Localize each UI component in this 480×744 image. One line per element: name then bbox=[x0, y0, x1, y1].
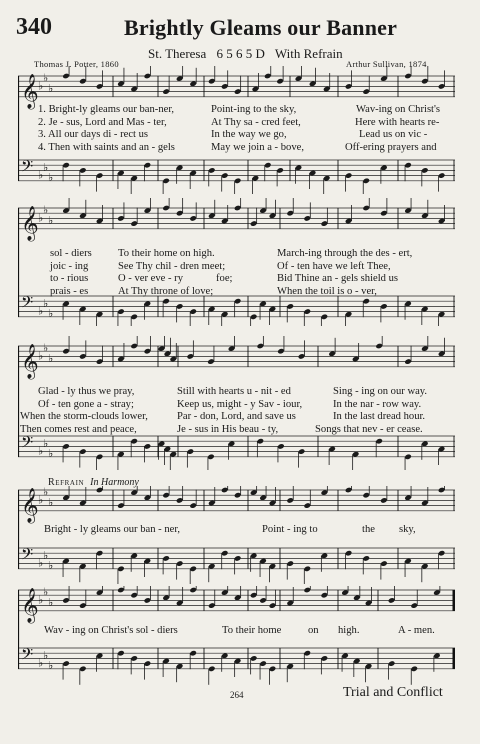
flat-icon: ♭ bbox=[38, 493, 44, 507]
performance-note: In Harmony bbox=[90, 477, 139, 488]
flat-icon: ♭ bbox=[43, 341, 49, 355]
flat-icon: ♭ bbox=[43, 296, 49, 310]
bass-clef-icon: 𝄢 bbox=[21, 645, 34, 668]
section-title: Trial and Conflict bbox=[343, 685, 443, 700]
hymn-title: Brightly Gleams our Banner bbox=[124, 15, 398, 40]
lyric-line-refrain-2: Wav - ing on Christ's sol - diers To their home on high. A - men. bbox=[44, 625, 435, 636]
flat-icon: ♭ bbox=[38, 444, 44, 458]
bass-clef-icon: 𝄢 bbox=[21, 545, 34, 568]
treble-clef-icon: 𝄞 bbox=[21, 587, 39, 623]
flat-icon: ♭ bbox=[43, 648, 49, 662]
lyric-line-verse-4: 4. Then with saints and an - gels May we join a - bove, Off-ering prayers and bbox=[38, 141, 437, 153]
lyric-line-verse-3: to - rious O - ver eve - ry foe; Bid Thine an - gels shield us bbox=[50, 273, 399, 285]
bass-clef-icon: 𝄢 bbox=[21, 157, 34, 180]
treble-clef-icon: 𝄞 bbox=[21, 73, 39, 109]
verse-lyrics bbox=[18, 386, 455, 436]
flat-icon: ♭ bbox=[48, 171, 54, 185]
flat-icon: ♭ bbox=[48, 82, 54, 95]
flat-icon: ♭ bbox=[48, 307, 54, 321]
music-system-4 bbox=[18, 486, 455, 584]
treble-clef-icon: 𝄞 bbox=[21, 205, 39, 241]
music-system-2 bbox=[18, 198, 455, 326]
flat-icon: ♭ bbox=[48, 496, 54, 509]
flat-icon: ♭ bbox=[48, 559, 54, 573]
flat-icon: ♭ bbox=[43, 548, 49, 562]
page-number: 264 bbox=[230, 690, 244, 700]
flat-icon: ♭ bbox=[43, 586, 49, 599]
flat-icon: ♭ bbox=[48, 447, 54, 461]
refrain-lyrics bbox=[18, 625, 455, 638]
refrain-heading: Refrain bbox=[48, 477, 85, 488]
author-credit: Thomas J. Potter, 1860 bbox=[34, 59, 119, 69]
tune-name: St. Theresa bbox=[148, 46, 207, 61]
flat-icon: ♭ bbox=[48, 659, 54, 673]
lyric-line-verse-1: sol - diers To their home on high. March-ing through the des - ert, bbox=[50, 248, 413, 259]
lyric-line-verse-3: 3. All our days di - rect us In the way we go, Lead us on vic - bbox=[38, 129, 428, 141]
lyric-line-verse-3: When the storm-clouds lower, Par - don, Lord, and save us In the last dread hour. bbox=[20, 411, 426, 423]
flat-icon: ♭ bbox=[38, 556, 44, 570]
bass-clef-icon: 𝄢 bbox=[21, 433, 34, 456]
lyric-line-verse-2: joic - ing See Thy chil - dren meet; Of - ten have we left Thee, bbox=[50, 260, 391, 272]
tune-line bbox=[148, 46, 350, 62]
flat-icon: ♭ bbox=[43, 203, 49, 217]
flat-icon: ♭ bbox=[38, 349, 44, 363]
flat-icon: ♭ bbox=[48, 214, 54, 227]
music-system-5 bbox=[18, 586, 455, 686]
flat-icon: ♭ bbox=[48, 596, 54, 609]
flat-icon: ♭ bbox=[43, 486, 49, 499]
flat-icon: ♭ bbox=[43, 71, 49, 85]
treble-clef-icon: 𝄞 bbox=[21, 487, 39, 523]
flat-icon: ♭ bbox=[38, 211, 44, 225]
flat-icon: ♭ bbox=[38, 304, 44, 318]
music-system-3 bbox=[18, 336, 455, 470]
flat-icon: ♭ bbox=[43, 436, 49, 450]
lyric-line-refrain-1: Bright - ly gleams our ban - ner, Point - ing to the sky, bbox=[44, 524, 416, 535]
flat-icon: ♭ bbox=[38, 79, 44, 93]
composer-credit: Arthur Sullivan, 1874 bbox=[346, 59, 427, 69]
flat-icon: ♭ bbox=[38, 168, 44, 182]
lyric-line-verse-2: 2. Je - sus, Lord and Mas - ter, At Thy sa - cred feet, Here with hearts re- bbox=[38, 116, 440, 128]
refrain-note: With Refrain bbox=[274, 46, 343, 61]
treble-clef-icon: 𝄞 bbox=[21, 343, 39, 379]
flat-icon: ♭ bbox=[43, 160, 49, 174]
flat-icon: ♭ bbox=[48, 352, 54, 365]
lyric-line-verse-4: prais - es At Thy throne of love; When the toil is o - ver, bbox=[50, 285, 377, 297]
lyric-line-verse-1: 1. Bright-ly gleams our ban-ner, Point-ing to the sky, Wav-ing on Christ's bbox=[38, 104, 441, 115]
lyric-line-verse-4: Then comes rest and peace, Je - sus in His beau - ty, Songs that nev - er cease. bbox=[20, 423, 423, 435]
hymn-number: 340 bbox=[16, 14, 52, 40]
flat-icon: ♭ bbox=[38, 593, 44, 607]
lyric-line-verse-2: Of - ten gone a - stray; Keep us, might - y Sav - iour, In the nar - row way. bbox=[38, 398, 422, 410]
bass-clef-icon: 𝄢 bbox=[21, 293, 34, 316]
meter: 6 5 6 5 D bbox=[216, 46, 265, 61]
verse-lyrics bbox=[18, 248, 455, 298]
flat-icon: ♭ bbox=[38, 656, 44, 670]
verse-lyrics bbox=[18, 104, 455, 154]
music-system-1 bbox=[18, 66, 455, 194]
refrain-lyrics bbox=[18, 524, 455, 537]
lyric-line-verse-1: Glad - ly thus we pray, Still with hearts u - nit - ed Sing - ing on our way. bbox=[38, 386, 428, 397]
